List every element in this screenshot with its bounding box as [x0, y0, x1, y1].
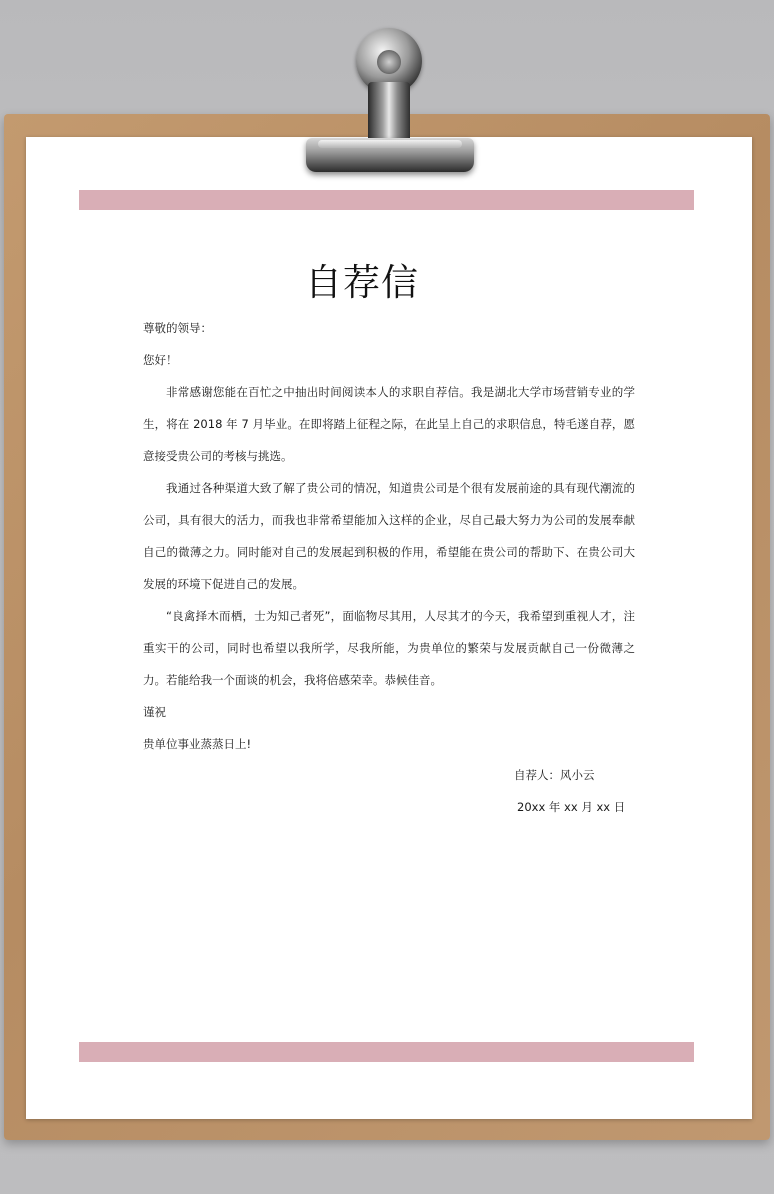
closing: 谨祝 [143, 705, 166, 719]
binder-clip-hole [377, 50, 401, 74]
paragraph-intro: 非常感谢您能在百忙之中抽出时间阅读本人的求职自荐信。我是湖北大学市场营销专业的学生，将在 2018 年 7 月毕业。在即将踏上征程之际，在此呈上自己的求职信息，特毛遂自荐，愿意接受贵公司的考核与挑选。 [143, 385, 635, 463]
closing-wish: 贵单位事业蒸蒸日上! [143, 737, 252, 751]
binder-clip-neck [368, 82, 410, 144]
paragraph-company: 我通过各种渠道大致了解了贵公司的情况，知道贵公司是个很有发展前途的具有现代潮流的公司，具有很大的活力，而我也非常希望能加入这样的企业，尽自己最大努力为公司的发展奉献自己的微薄之力。同时能对自己的发展起到积极的作用，希望能在贵公司的帮助下、在贵公司大发展的环境下促进自己的发展。 [143, 481, 635, 591]
binder-clip-lip [318, 140, 462, 148]
letter-title: 自荐信 [305, 261, 419, 304]
top-decorative-stripe [79, 190, 694, 210]
signature: 自荐人：风小云 [514, 768, 595, 782]
bottom-decorative-stripe [79, 1042, 694, 1062]
greeting: 您好！ [143, 353, 178, 367]
signature-date: 20xx 年 xx 月 xx 日 [517, 800, 626, 814]
letter-body [143, 312, 635, 760]
salutation: 尊敬的领导： [143, 321, 212, 335]
paragraph-request: “良禽择木而栖，士为知己者死”，面临物尽其用，人尽其才的今天，我希望到重视人才，注重实干的公司，同时也希望以我所学，尽我所能，为贵单位的繁荣与发展贡献自己一份微薄之力。若能给我一个面谈的机会，我将倍感荣幸。恭候佳音。 [143, 609, 635, 687]
